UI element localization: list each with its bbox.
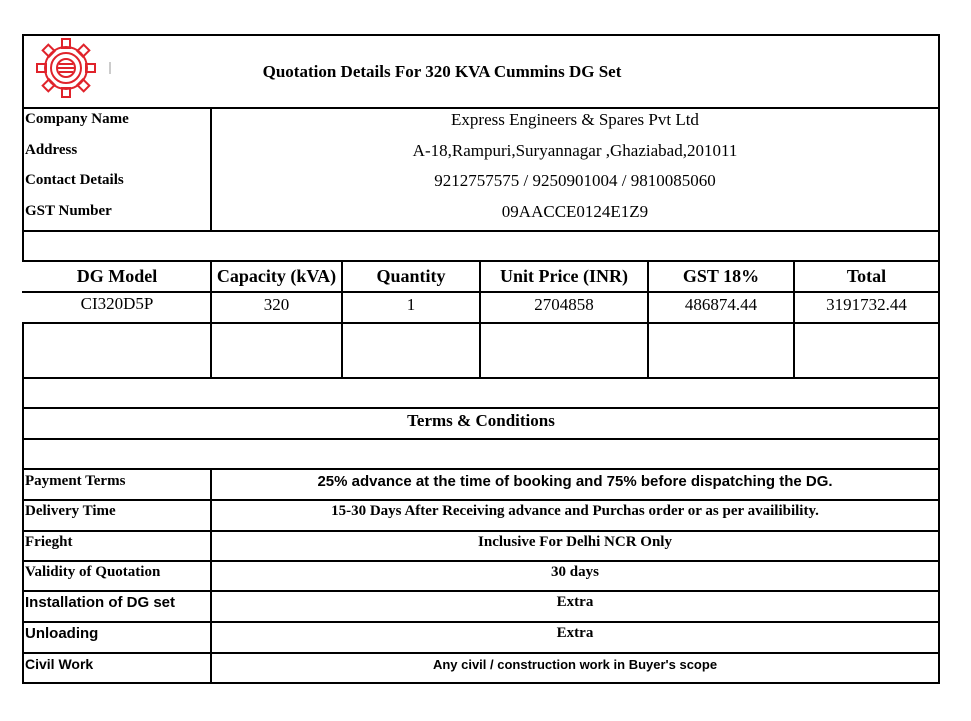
frieght-value: Inclusive For Delhi NCR Only bbox=[478, 533, 672, 550]
rule bbox=[22, 438, 940, 440]
rule bbox=[938, 34, 940, 684]
payment-terms-value: 25% advance at the time of booking and 75% before dispatching the DG. bbox=[317, 472, 833, 490]
contact-details-label: Contact Details bbox=[25, 171, 124, 188]
terms-title: Terms & Conditions bbox=[407, 411, 555, 430]
civil-work-value: Any civil / construction work in Buyer's scope bbox=[432, 656, 718, 672]
company-name-value: Express Engineers & Spares Pvt Ltd bbox=[451, 110, 699, 129]
col-header-unit-price: Unit Price (INR) bbox=[500, 266, 628, 286]
address-value: A-18,Rampuri,Suryannagar ,Ghaziabad,201011 bbox=[412, 141, 738, 160]
validity-value: 30 days bbox=[551, 563, 599, 580]
col-header-gst: GST 18% bbox=[682, 266, 760, 286]
unloading-value: Extra bbox=[556, 624, 594, 641]
gst-number-value: 09AACCE0124E1Z9 bbox=[501, 202, 649, 221]
rule bbox=[22, 230, 940, 232]
rule bbox=[22, 322, 940, 324]
col-header-total: Total bbox=[846, 266, 887, 286]
delivery-time-value: 15-30 Days After Receiving advance and Purchas order or as per availibility. bbox=[331, 502, 819, 519]
contact-details-value: 9212757575 / 9250901004 / 9810085060 bbox=[434, 171, 716, 190]
table-cell-capacity: 320 bbox=[263, 295, 290, 314]
table-cell-dg-model: CI320D5P bbox=[80, 294, 154, 313]
rule bbox=[22, 34, 24, 261]
civil-work-label: Civil Work bbox=[25, 656, 94, 672]
table-cell-total: 3191732.44 bbox=[826, 295, 907, 314]
installation-label: Installation of DG set bbox=[25, 593, 176, 611]
address-label: Address bbox=[25, 141, 78, 158]
payment-terms-label: Payment Terms bbox=[25, 472, 126, 489]
col-header-quantity: Quantity bbox=[376, 266, 446, 286]
delivery-time-label: Delivery Time bbox=[25, 502, 116, 519]
validity-label: Validity of Quotation bbox=[25, 563, 161, 580]
gst-number-label: GST Number bbox=[25, 202, 112, 219]
rule bbox=[22, 377, 940, 379]
rule bbox=[22, 682, 940, 684]
unloading-label: Unloading bbox=[25, 624, 99, 642]
frieght-label: Frieght bbox=[25, 533, 73, 550]
installation-value: Extra bbox=[556, 593, 594, 610]
company-name-label: Company Name bbox=[25, 110, 129, 127]
table-cell-gst: 486874.44 bbox=[684, 295, 758, 314]
table-cell-quantity: 1 bbox=[406, 295, 416, 314]
col-header-dg-model: DG Model bbox=[76, 266, 158, 286]
rule bbox=[22, 322, 24, 684]
page-title: Quotation Details For 320 KVA Cummins DG Set bbox=[262, 61, 622, 81]
col-header-capacity: Capacity (kVA) bbox=[216, 266, 337, 286]
gear-logo-icon bbox=[26, 38, 112, 98]
table-cell-unit-price: 2704858 bbox=[534, 295, 594, 314]
